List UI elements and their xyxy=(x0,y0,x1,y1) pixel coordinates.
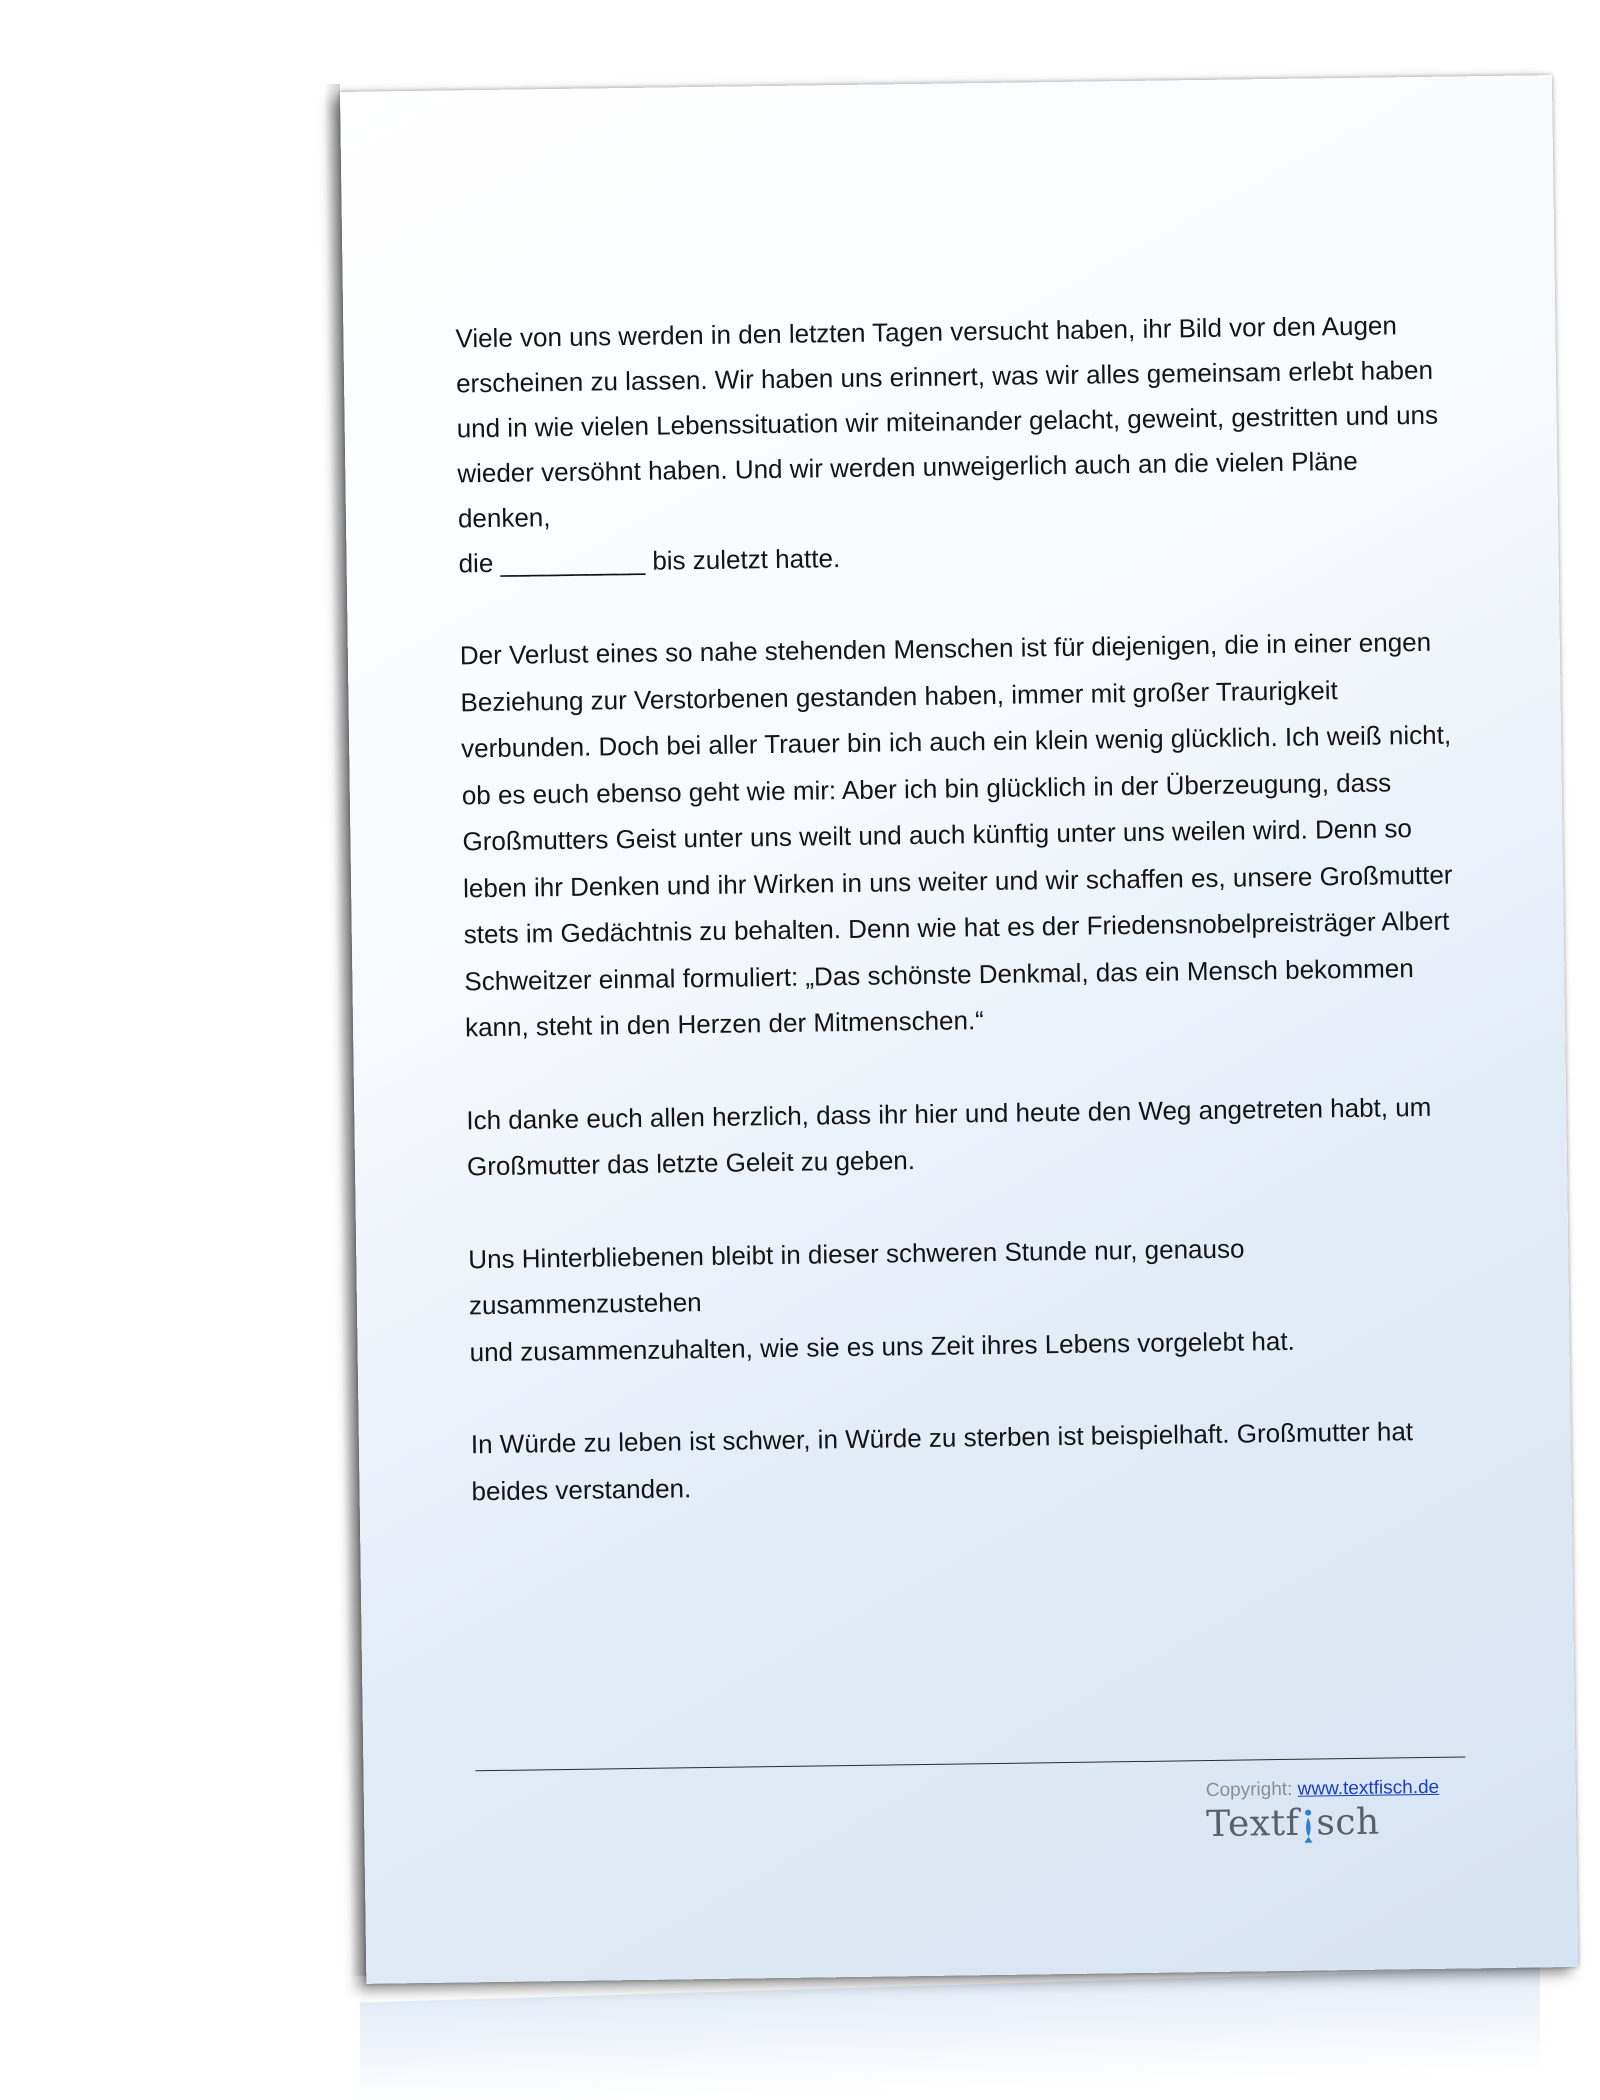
footer-divider xyxy=(475,1756,1465,1771)
paragraph-4: Uns Hinterbliebenen bleibt in dieser schweren Stunde nur, genauso zusammenzustehen und zusammenzuhalten, wie sie es uns Zeit ihres Lebens vorgelebt hat. xyxy=(468,1232,1295,1367)
paragraph-2: Der Verlust eines so nahe stehenden Menschen ist für diejenigen, die in einer engen Beziehung zur Verstorbenen gestanden haben, immer mit großer Traurigkeit verbunden. Doch bei aller Trauer bin ich auch ein klein wenig glücklich. Ich weiß nicht, ob es euch ebenso geht wie mir: Aber ich bin glücklich in der Überzeugung, dass Großmutters Geist unter uns weilt und auch künftig unter uns weilen wird. Denn so leben ihr Denken und ihr Wirken in uns weiter und wir schaffen es, unsere Großmutter stets im Gedächtnis zu behalten. Denn wie hat es der Friedensnobelpreisträger Albert Schweitzer einmal formuliert: „Das schönste Denkmal, das ein Mensch bekommen kann, steht in den Herzen der Mitmenschen.“ xyxy=(459,626,1453,1043)
document-page xyxy=(340,75,1578,1984)
footer xyxy=(1206,1776,1467,1845)
logo-text-start: Textf xyxy=(1205,1802,1300,1846)
paragraph-3: Ich danke euch allen herzlich, dass ihr hier und heute den Weg angetreten habt, um Großmutter das letzte Geleit zu geben. xyxy=(466,1091,1432,1182)
paragraph-1: Viele von uns werden in den letzten Tagen versucht haben, ihr Bild vor den Augen erscheinen zu lassen. Wir haben uns erinnert, was wir alles gemeinsam erlebt haben und in wie vielen Lebenssituation wir miteinander gelacht, geweint, gestritten und uns wieder versöhnt haben. Und wir werden unweigerlich auch an die vielen Pläne denken, die __________ bis zuletzt hatte. xyxy=(455,310,1439,579)
copyright-label: Copyright: xyxy=(1205,1778,1293,1802)
fish-icon xyxy=(1301,1804,1316,1844)
copyright-notice xyxy=(1206,1776,1466,1802)
copyright-link[interactable]: www.textfisch.de xyxy=(1297,1776,1440,1800)
paragraph-5: In Würde zu leben ist schwer, in Würde zu sterben ist beispielhaft. Großmutter hat beides verstanden. xyxy=(470,1416,1414,1506)
document-body xyxy=(455,302,1472,1560)
logo-text-end: sch xyxy=(1316,1801,1380,1844)
page-reflection xyxy=(360,1967,1540,2100)
textfisch-logo xyxy=(1206,1800,1467,1845)
